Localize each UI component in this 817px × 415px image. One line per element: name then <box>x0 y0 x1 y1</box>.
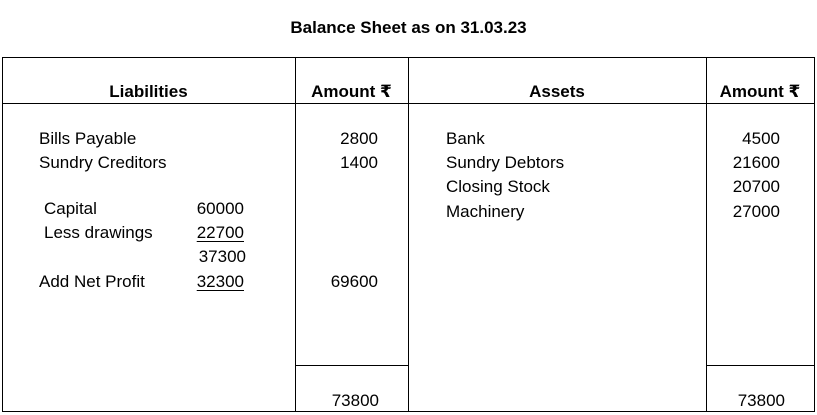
assets-total-rule <box>706 365 814 366</box>
capital-value: 60000 <box>196 199 244 218</box>
less-drawings-label: Less drawings <box>44 223 153 242</box>
machinery-amount: 27000 <box>732 202 780 221</box>
closing-stock-amount: 20700 <box>732 177 780 196</box>
closing-stock-label: Closing Stock <box>446 177 550 196</box>
header-liabilities: Liabilities <box>109 82 188 101</box>
capital-label: Capital <box>44 199 97 218</box>
column-divider-3 <box>706 57 707 412</box>
header-amount-left: Amount ₹ <box>311 82 392 101</box>
sundry-debtors-amount: 21600 <box>732 153 780 172</box>
sundry-creditors-amount: 1400 <box>340 153 378 172</box>
column-divider-2 <box>408 57 409 412</box>
assets-total: 73800 <box>737 391 785 410</box>
liabilities-total-rule <box>295 365 408 366</box>
less-drawings-value: 22700 <box>196 223 244 242</box>
net-profit-value: 32300 <box>196 272 244 291</box>
sundry-debtors-label: Sundry Debtors <box>446 153 565 172</box>
table-right-border <box>814 57 815 412</box>
bank-amount: 4500 <box>742 129 780 148</box>
page-title: Balance Sheet as on 31.03.23 <box>290 18 527 37</box>
capital-subtotal: 37300 <box>198 247 246 266</box>
liabilities-total: 73800 <box>331 391 379 410</box>
bills-payable-amount: 2800 <box>340 129 378 148</box>
header-amount-right: Amount ₹ <box>719 82 801 101</box>
capital-closing-amount: 69600 <box>330 272 378 291</box>
sundry-creditors-label: Sundry Creditors <box>39 153 167 172</box>
column-divider-1 <box>295 57 296 412</box>
bills-payable-label: Bills Payable <box>39 129 137 148</box>
table-left-border <box>2 57 3 412</box>
machinery-label: Machinery <box>446 202 525 221</box>
header-assets: Assets <box>529 82 585 101</box>
add-net-profit-label: Add Net Profit <box>39 272 145 291</box>
bank-label: Bank <box>446 129 485 148</box>
